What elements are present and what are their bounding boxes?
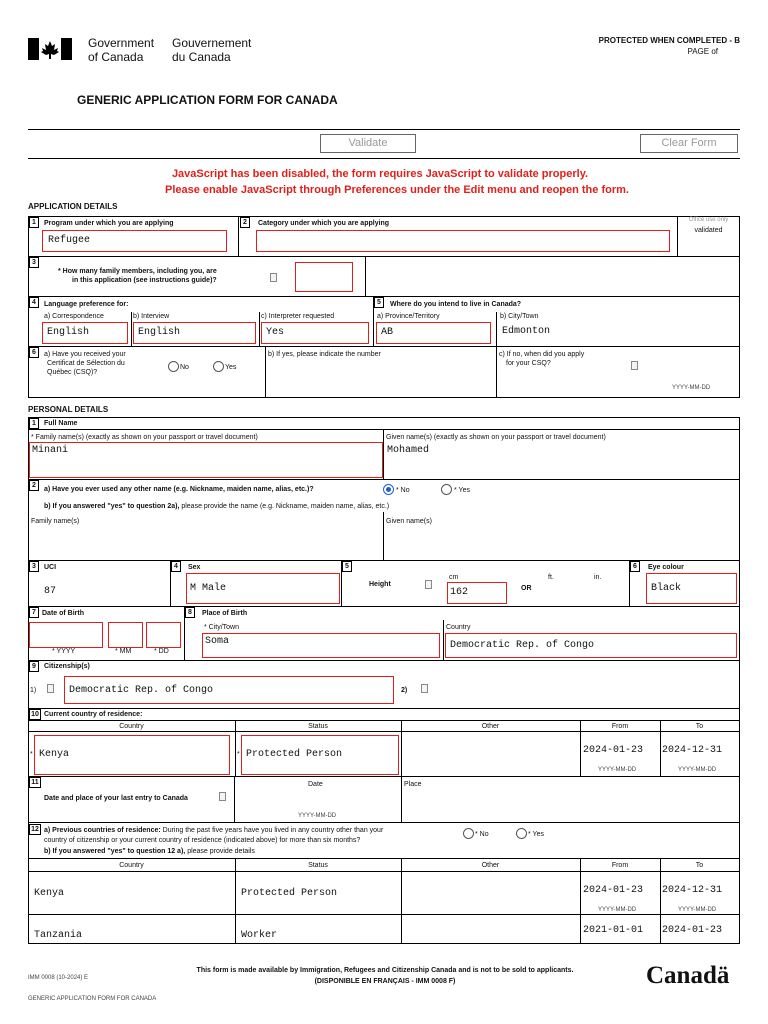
dob-label: Date of Birth (42, 610, 84, 617)
rule (234, 776, 235, 822)
pob-city-label: * City/Town (204, 624, 240, 631)
csq-no-radio[interactable] (168, 361, 179, 372)
prev-status-1[interactable]: Protected Person (241, 888, 338, 899)
date-format: YYYY-MM-DD (678, 907, 717, 913)
q12b-label: b) If you answered "yes" to question 12 a), please provide details (44, 848, 255, 855)
q5-label: Where do you intend to live in Canada? (390, 301, 522, 308)
rule (401, 858, 402, 943)
required-marker: * (237, 751, 240, 758)
rule (265, 346, 266, 398)
entry-label: Date and place of your last entry to Canada (44, 795, 188, 802)
cm-label: cm (449, 574, 459, 581)
rule (739, 417, 740, 943)
no-label: * No (475, 831, 489, 838)
interview-select[interactable]: English (133, 322, 256, 344)
prev-country-2[interactable]: Tanzania (34, 930, 83, 941)
height-dropdown-icon[interactable] (425, 580, 432, 589)
q-number: 3 (29, 561, 39, 572)
col-from: From (611, 723, 629, 730)
prev-status-2[interactable]: Worker (241, 930, 278, 941)
rule (401, 720, 402, 776)
rule (28, 429, 740, 430)
mm-label: * MM (115, 648, 132, 655)
yes-label: Yes (225, 364, 237, 371)
sex-label: Sex (188, 564, 201, 571)
yes-label: * Yes (528, 831, 544, 838)
rule (496, 312, 497, 346)
q-number: 5 (374, 297, 384, 308)
other-name-yes-radio[interactable] (441, 484, 452, 495)
uci-input[interactable]: 87 (44, 586, 57, 597)
form-code: IMM 0008 (10-2024) E (28, 975, 89, 981)
rule (28, 397, 740, 398)
rule (28, 858, 740, 859)
js-warning-2: Please enable JavaScript through Preferences under the Edit menu and reopen the form. (165, 184, 629, 196)
section-personal-details: PERSONAL DETAILS (28, 405, 109, 414)
page-label: PAGE of (687, 47, 718, 56)
program-input[interactable]: Refugee (42, 230, 227, 252)
rule (660, 720, 661, 776)
col-other: Other (481, 723, 500, 730)
protected-label: PROTECTED WHEN COMPLETED - B (598, 36, 740, 45)
dob-day-input[interactable] (146, 622, 181, 648)
rule (28, 871, 740, 872)
citizenship-1-select[interactable]: Democratic Rep. of Congo (64, 676, 394, 704)
canada-wordmark: Canadä (646, 962, 730, 989)
height-label: Height (369, 581, 391, 588)
rule (28, 479, 740, 480)
residence-label: Current country of residence: (44, 711, 143, 718)
in-label: in. (594, 574, 602, 581)
family-members-dropdown-icon[interactable] (270, 273, 277, 282)
ft-label: ft. (548, 574, 554, 581)
q3-label: * How many family members, including you, are in this application (see instructions guide)? (58, 268, 217, 284)
gov-en: Government of Canada (88, 36, 155, 64)
category-input[interactable] (256, 230, 670, 252)
calendar-icon[interactable] (631, 361, 638, 370)
cit-2-number: 2) (401, 687, 408, 694)
citizenship-label: Citizenship(s) (44, 663, 90, 670)
rule (365, 256, 366, 296)
footer-notice-2: (DISPONIBLE EN FRANÇAIS - IMM 0008 F) (314, 978, 456, 985)
prev-from-1[interactable]: 2024-01-23 (583, 885, 644, 896)
full-name-label: Full Name (44, 420, 78, 427)
rule (235, 720, 236, 776)
date-format: YYYY-MM-DD (598, 907, 637, 913)
res-country-select[interactable]: Kenya (34, 735, 230, 775)
rule (28, 822, 740, 823)
given-name-label: Given name(s) (exactly as shown on your passport or travel document) (386, 434, 606, 441)
rule (383, 512, 384, 560)
q4a-label: a) Correspondence (44, 313, 104, 320)
rule (383, 429, 384, 479)
q12a-label-2: country of citizenship or your current country of residence (indicated above) for more than six months? (44, 837, 361, 844)
q12a-label: a) Previous countries of residence: During the past five years have you lived in any country other than your (44, 827, 384, 834)
citizenship-1-dropdown-icon[interactable] (47, 684, 54, 693)
rule (580, 720, 581, 776)
date-format: YYYY-MM-DD (678, 767, 717, 773)
correspondence-select[interactable]: English (42, 322, 128, 344)
rule (28, 660, 740, 661)
prev-to-2[interactable]: 2024-01-23 (662, 925, 723, 936)
rule (443, 620, 444, 660)
q2-label: Category under which you are applying (258, 220, 390, 227)
js-warning-1: JavaScript has been disabled, the form requires JavaScript to validate properly. (171, 168, 589, 180)
footer-form-name: GENERIC APPLICATION FORM FOR CANADA (28, 996, 157, 1002)
col-to: To (695, 862, 704, 869)
q-number: 9 (29, 661, 39, 672)
no-label: * No (396, 487, 410, 494)
prev-countries-yes-radio[interactable] (516, 828, 527, 839)
dob-year-input[interactable] (29, 622, 103, 648)
q-number: 5 (342, 561, 352, 572)
res-status-select[interactable]: Protected Person (241, 735, 399, 775)
csq-yes-radio[interactable] (213, 361, 224, 372)
required-marker: * (30, 751, 33, 758)
q2a-label: a) Have you ever used any other name (e.g. Nickname, maiden name, alias, etc.)? (44, 486, 314, 493)
col-country: Country (119, 723, 144, 730)
rule (235, 858, 236, 943)
rule (28, 731, 740, 732)
office-use-label: Office use only (688, 217, 729, 223)
date-format: YYYY-MM-DD (598, 767, 637, 773)
rule (28, 943, 740, 944)
q-number: 6 (29, 347, 39, 358)
validate-button[interactable]: Validate (320, 134, 416, 153)
other-name-no-radio[interactable] (383, 484, 394, 495)
clear-form-button[interactable]: Clear Form (640, 134, 738, 153)
res-to-input[interactable]: 2024-12-31 (662, 745, 723, 756)
rule (28, 296, 740, 297)
entry-place-label: Place (404, 781, 422, 788)
rule (238, 216, 239, 256)
sex-select[interactable]: M Male (186, 573, 340, 604)
calendar-icon[interactable] (219, 792, 226, 801)
eye-colour-label: Eye colour (648, 564, 684, 571)
rule (28, 606, 740, 607)
q4b-label: b) Interview (133, 313, 170, 320)
divider (28, 158, 740, 159)
rule (28, 346, 740, 347)
q5a-label: a) Province/Territory (377, 313, 440, 320)
family-name-label: * Family name(s) (exactly as shown on your passport or travel document) (31, 434, 258, 441)
q-number: 11 (29, 777, 41, 788)
res-from-input[interactable]: 2024-01-23 (583, 745, 644, 756)
rule (28, 417, 740, 418)
section-application-details: APPLICATION DETAILS (28, 202, 118, 211)
q6a-label: a) Have you received your Certificat de Sélection du Québec (CSQ)? (44, 351, 126, 376)
rule (28, 776, 740, 777)
q-number: 7 (29, 607, 39, 618)
canada-flag-icon (28, 38, 72, 60)
prev-country-1[interactable]: Kenya (34, 888, 65, 899)
prev-to-1[interactable]: 2024-12-31 (662, 885, 723, 896)
rule (131, 312, 132, 346)
rule (28, 914, 740, 915)
q6c-label: c) If no, when did you apply for your CSQ? (499, 351, 585, 367)
city-input[interactable]: Edmonton (502, 326, 551, 337)
q5b-label: b) City/Town (500, 313, 539, 320)
or-label: OR (521, 585, 532, 592)
dd-label: * DD (154, 648, 169, 655)
col-from: From (611, 862, 629, 869)
date-format: YYYY-MM-DD (672, 385, 711, 391)
q-number: 1 (29, 418, 39, 429)
q2b-label: b) If you answered "yes" to question 2a), please provide the name (e.g. Nickname, maiden name, alias, etc.) (44, 503, 390, 510)
citizenship-2-dropdown-icon[interactable] (421, 684, 428, 693)
other-family-name-label: Family name(s) (31, 518, 80, 525)
rule (259, 312, 260, 346)
yyyy-label: * YYYY (52, 648, 76, 655)
pob-label: Place of Birth (202, 610, 248, 617)
q4-label: Language preference for: (44, 301, 129, 308)
entry-date-label: Date (308, 781, 323, 788)
pob-country-label: Country (446, 624, 471, 631)
q-number: 8 (185, 607, 195, 618)
q-number: 6 (630, 561, 640, 572)
rule (28, 256, 740, 257)
rule (739, 216, 740, 398)
q-number: 10 (29, 709, 41, 720)
rule (496, 346, 497, 398)
form-title: GENERIC APPLICATION FORM FOR CANADA (77, 93, 338, 107)
rule (28, 216, 740, 217)
given-name-input[interactable]: Mohamed (387, 445, 430, 456)
interpreter-select[interactable]: Yes (261, 322, 369, 344)
q-number: 4 (171, 561, 181, 572)
q-number: 4 (29, 297, 39, 308)
uci-label: UCI (44, 564, 57, 571)
rule (401, 776, 402, 822)
pob-city-input[interactable]: Soma (202, 633, 440, 658)
q-number: 2 (240, 217, 250, 228)
date-format: YYYY-MM-DD (298, 813, 337, 819)
validated-label: validated (694, 227, 723, 234)
rule (580, 858, 581, 943)
rule (660, 858, 661, 943)
family-name-input[interactable]: Minani (29, 442, 383, 478)
yes-label: * Yes (454, 487, 470, 494)
cit-1-number: 1) (30, 687, 37, 694)
rule (28, 720, 740, 721)
footer-notice-1: This form is made available by Immigration, Refugees and Citizenship Canada and is not to be sold to applicants. (196, 967, 574, 974)
no-label: No (180, 364, 189, 371)
dob-month-input[interactable] (108, 622, 143, 648)
q4c-label: c) Interpreter requested (261, 313, 335, 320)
other-given-name-label: Given name(s) (386, 518, 432, 525)
prev-from-2[interactable]: 2021-01-01 (583, 925, 644, 936)
province-select[interactable]: AB (376, 322, 491, 344)
q6b-label: b) If yes, please indicate the number (268, 351, 381, 358)
rule (28, 708, 740, 709)
col-status: Status (308, 862, 328, 869)
col-other: Other (481, 862, 500, 869)
col-to: To (695, 723, 704, 730)
prev-countries-no-radio[interactable] (463, 828, 474, 839)
q-number: 3 (29, 257, 39, 268)
divider (28, 129, 740, 130)
pob-country-select[interactable]: Democratic Rep. of Congo (445, 633, 737, 658)
col-country: Country (119, 862, 144, 869)
q-number: 1 (29, 217, 39, 228)
gov-fr: Gouvernement du Canada (172, 36, 252, 64)
q-number: 12 (29, 824, 41, 835)
col-status: Status (308, 723, 328, 730)
q-number: 2 (29, 480, 39, 491)
eye-colour-select[interactable]: Black (646, 573, 737, 604)
height-cm-input[interactable]: 162 (447, 582, 507, 604)
family-members-input[interactable] (295, 262, 353, 292)
q1-label: Program under which you are applying (44, 220, 174, 227)
